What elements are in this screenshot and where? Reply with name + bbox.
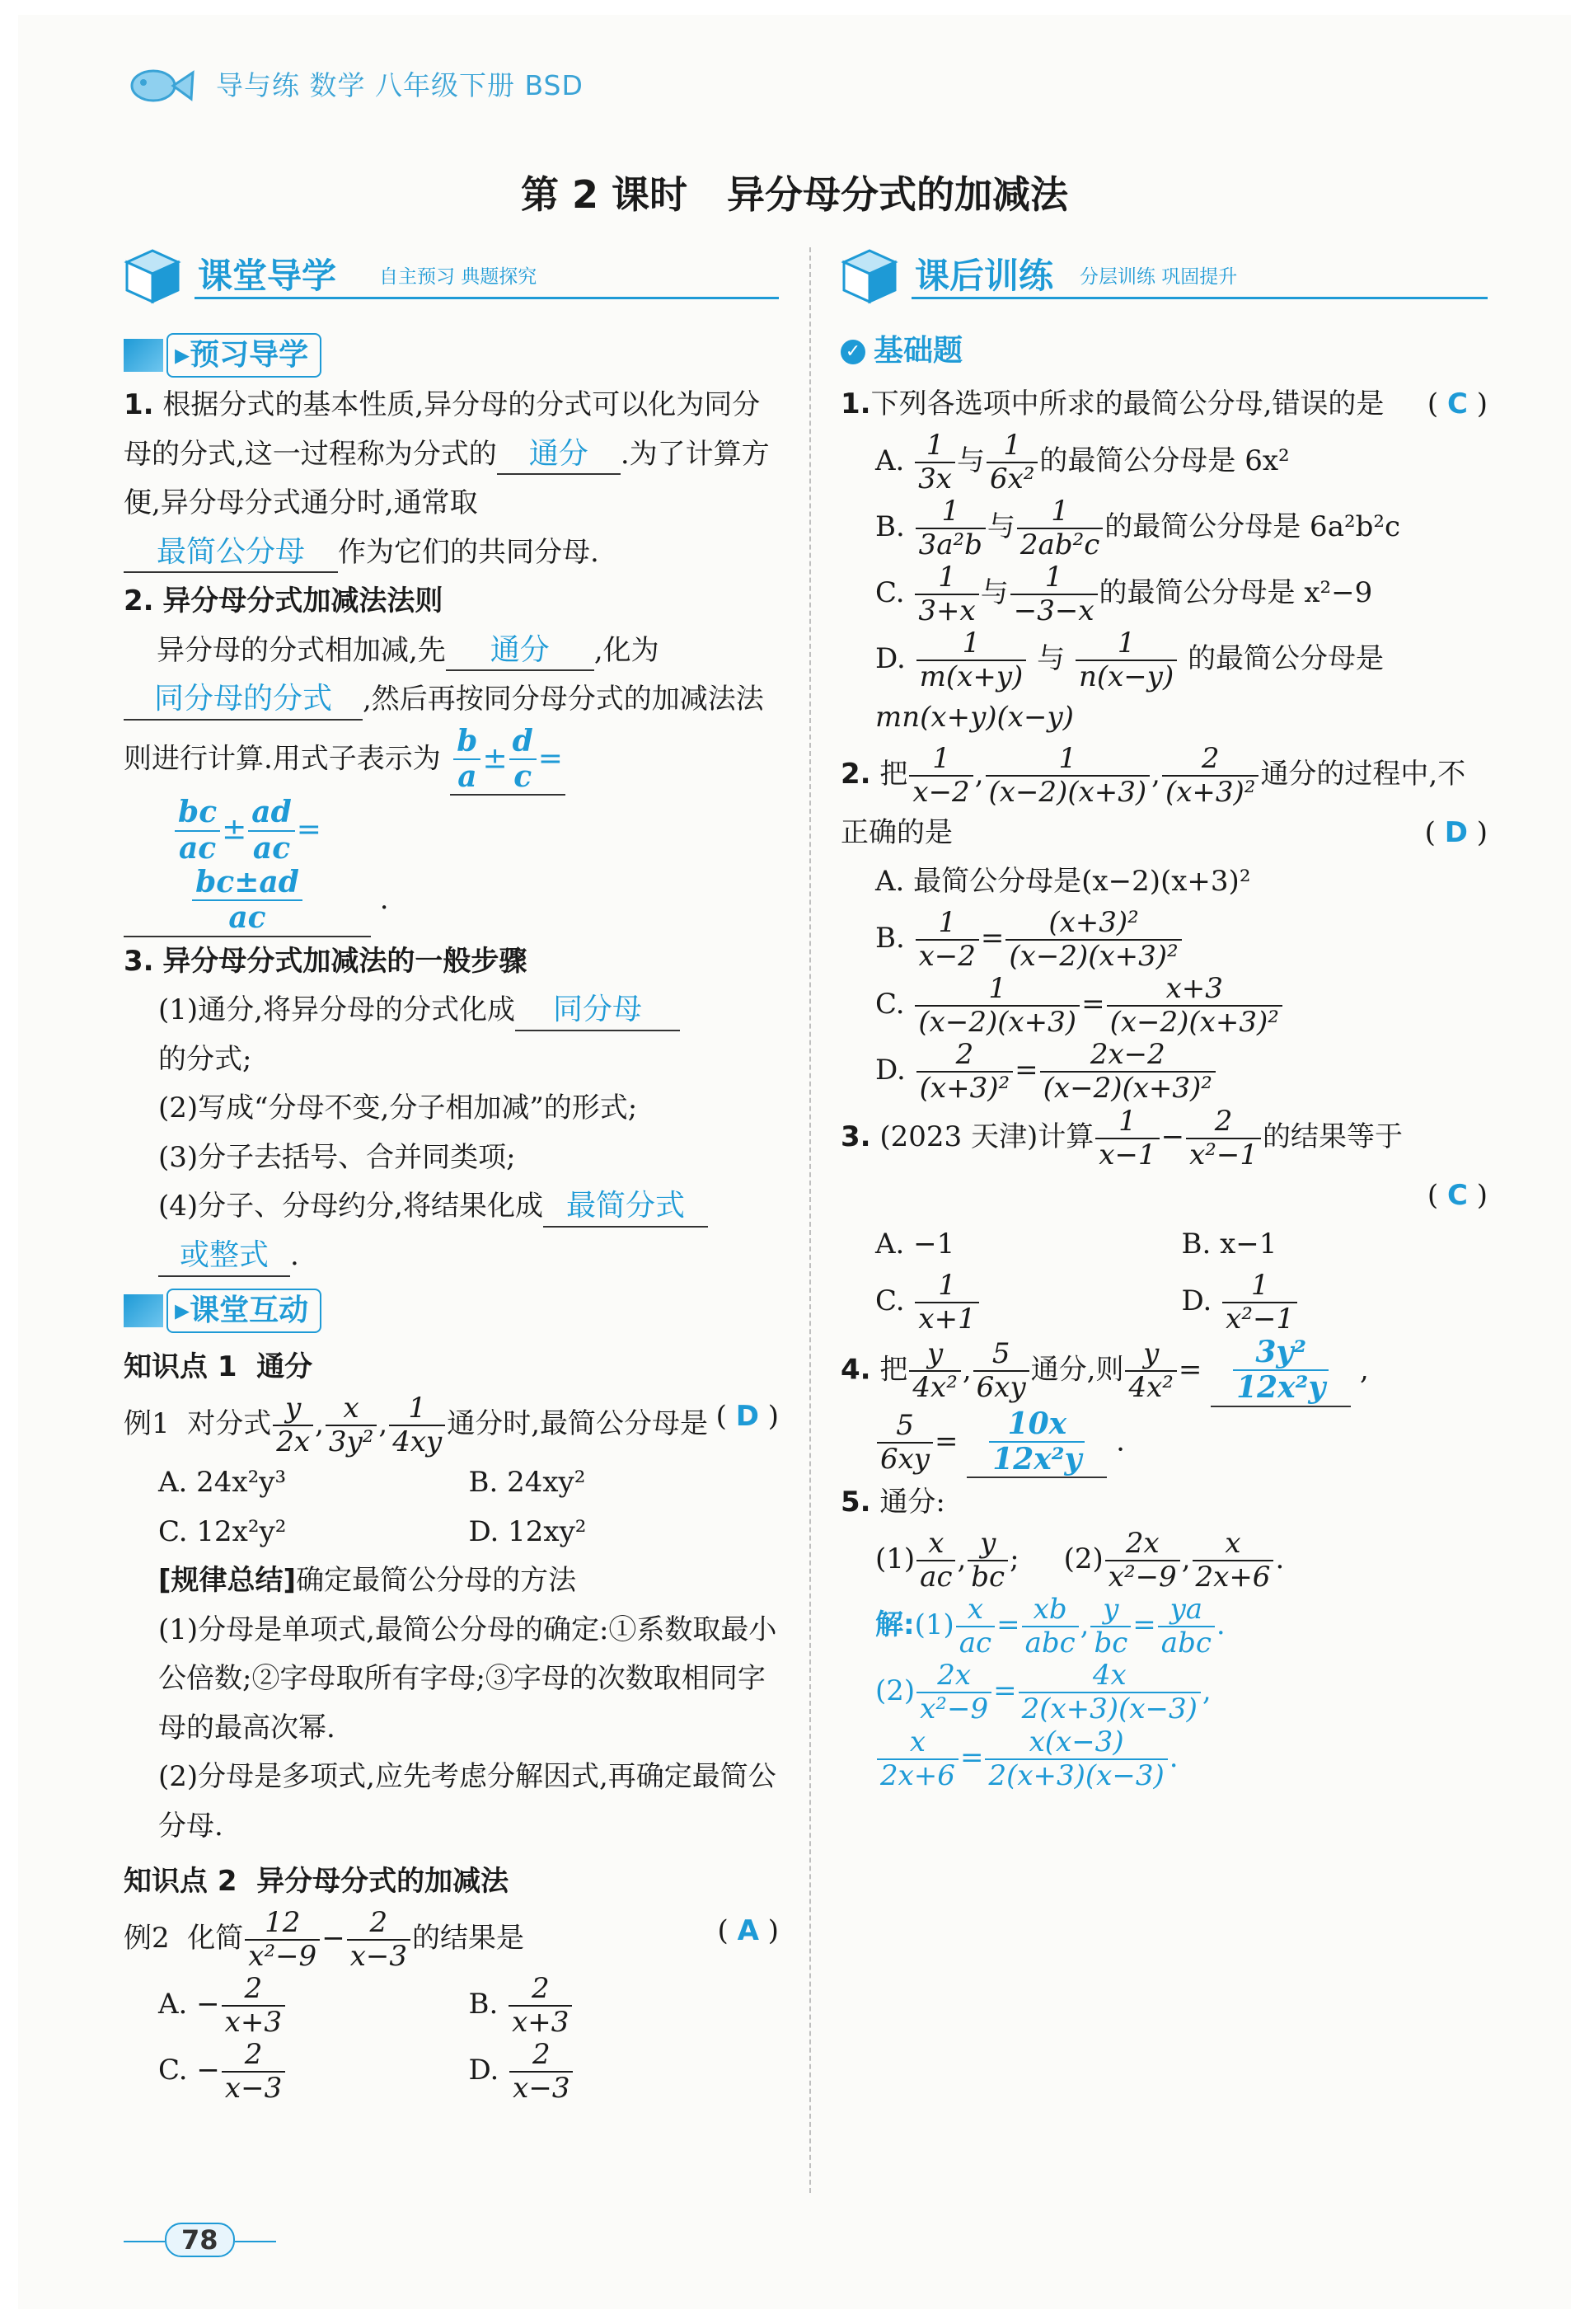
- option-a[interactable]: A. $\frac{1}{3x}$ 与 $\frac{1}{\text{6x²}}$ 的最简公分母是 6x²: [875, 428, 1290, 495]
- formula-blank[interactable]: $\frac{b}{a}$ ± $\frac{d}{c}$ =: [450, 725, 565, 796]
- r-q5-items: (1) $\frac{x}{ac}$ , $\frac{y}{bc}$ ; (2) $\frac{2x}{\text{x²−9}}$ , $\frac{x}{2x+6}$ .: [875, 1526, 1285, 1594]
- answer-blank[interactable]: 同分母: [515, 991, 680, 1031]
- page-number: 78: [124, 2223, 276, 2257]
- page-title: [0, 165, 1589, 219]
- option-a[interactable]: A. 24x²y³: [158, 1466, 287, 1500]
- r-q5: 5. 通分:: [841, 1486, 945, 1519]
- answer-blank[interactable]: 最简分式: [543, 1187, 708, 1228]
- r-q3-options: [841, 1220, 1488, 1336]
- example-2-options: [124, 1973, 779, 2105]
- option-b[interactable]: B. $\frac{2}{x+3}$: [469, 1973, 780, 2039]
- lesson-number: 第 2 课时: [520, 172, 688, 217]
- option-b[interactable]: B. 24xy²: [468, 1466, 586, 1500]
- option-c[interactable]: C. $\frac{1}{(x-2)(x+3)}$ = $\frac{x+3}{\text{(x−2)(x+3)²}}$: [841, 973, 1488, 1039]
- knowledge-point-1: 知识点 1 通分: [124, 1350, 313, 1384]
- column-divider: [809, 247, 811, 2193]
- r-q3: 3. (2023 天津)计算 $\frac{1}{x-1}$ − $\frac{2}{\text{x²−1}}$ 的结果等于 ( C ): [841, 1104, 1488, 1212]
- rule-point-2: (2)分母是多项式,应先考虑分解因式,再确定最简公分母.: [158, 1760, 776, 1843]
- rule-summary: [规律总结]确定最简公分母的方法: [158, 1564, 577, 1598]
- basic-section-heading: ✓ 基础题: [841, 325, 1488, 377]
- r-q4: 4. 把 $\frac{y}{\text{4x²}}$ , $\frac{5}{6xy}$ 通分,则 $\frac{y}{\text{4x²}}$ = $\frac{\text{3y²}}{\text{12x²y}}$ ,: [841, 1336, 1488, 1407]
- answer-choice: A: [737, 1913, 759, 1947]
- option-d[interactable]: D. $\frac{1}{\text{x²−1}}$: [1182, 1270, 1488, 1336]
- lesson-topic: 异分母分式的加减法: [727, 172, 1069, 217]
- answer-blank[interactable]: 同分母的分式: [124, 680, 363, 721]
- r-q5-solution-2: (2) $\frac{2x}{\text{x²−9}}$ = $\frac{4x}{2(x+3)(x-3)}$ ,: [875, 1659, 1212, 1726]
- option-a[interactable]: A. − $\frac{2}{x+3}$: [158, 1973, 469, 2039]
- rule-point-1: (1)分母是单项式,最简公分母的确定:①系数取最小公倍数;②字母取所有字母;③字母的次数取相同字母的最高次幂.: [158, 1613, 777, 1744]
- tag-interact: ▸课堂互动: [124, 1285, 321, 1330]
- answer-choice: D: [735, 1399, 759, 1433]
- option-c[interactable]: C. 12x²y²: [158, 1514, 287, 1548]
- option-d[interactable]: D. 12xy²: [468, 1514, 587, 1548]
- answer-blank[interactable]: $\frac{10x}{\text{12x²y}}$: [967, 1407, 1107, 1479]
- knowledge-point-2: 知识点 2 异分母分式的加减法: [124, 1865, 509, 1899]
- header-text: 导与练 数学 八年级下册 BSD: [216, 69, 584, 101]
- option-c[interactable]: C. $\frac{1}{3+x}$ 与 $\frac{1}{-3-x}$ 的最简公分母是 x²−9: [875, 560, 1373, 627]
- r-q5-solution-3: $\frac{x}{2x+6}$ = $\frac{x(x-3)}{2(x+3)(x-3)}$ .: [841, 1726, 1488, 1792]
- right-column: [841, 239, 1488, 1792]
- answer-blank[interactable]: 或整式: [158, 1237, 290, 1277]
- q2-text: 2. 异分母分式加减法法则 异分母的分式相加减,先 通分 ,化为 同分母的分式 ,然后再按同分母分式的加减法法则进行计算.用式子表示为 $\frac{b}{a}$ ± $\frac{d}{c}$ = $\frac{bc}{ac}$ ± $\frac{ad}{ac}$ = $\frac{bc\pm ad}{ac}$ .: [124, 577, 779, 937]
- option-d[interactable]: D. $\frac{2}{x-3}$: [469, 2039, 780, 2105]
- option-b[interactable]: B. $\frac{1}{x-2}$ = $\frac{\text{(x+3)²}}{\text{(x−2)(x+3)²}}$: [841, 907, 1488, 973]
- answer-choice: C: [1446, 387, 1468, 420]
- section-band-after-class: [841, 239, 1488, 313]
- example-2: 例2 化简 $\frac{12}{\text{x²−9}}$ − $\frac{2}{x-3}$ 的结果是 ( A ): [124, 1905, 779, 1973]
- r-q1: 1.下列各选项中所求的最简公分母,错误的是 ( C ): [841, 387, 1488, 420]
- tag-preview: ▸预习导学: [124, 330, 321, 374]
- q3-step3: (3)分子去括号、合并同类项;: [158, 1140, 516, 1174]
- option-c[interactable]: C. − $\frac{2}{x-3}$: [158, 2039, 469, 2105]
- answer-blank[interactable]: 通分: [497, 435, 621, 476]
- r-q4-part2: $\frac{5}{6xy}$ = $\frac{10x}{\text{12x²y}}$ .: [841, 1407, 1488, 1479]
- q1-text: 1. 根据分式的基本性质,异分母的分式可以化为同分母的分式,这一过程称为分式的 通分 .为了计算方便,异分母分式通分时,通常取 最简公分母 作为它们的共同分母.: [124, 381, 779, 577]
- fish-logo-icon: [122, 59, 196, 109]
- band-title: 课后训练: [915, 256, 1054, 296]
- answer-blank[interactable]: 最简公分母: [124, 533, 338, 574]
- answer-blank[interactable]: $\frac{\text{3y²}}{\text{12x²y}}$: [1211, 1336, 1351, 1407]
- formula-blank[interactable]: $\frac{bc}{ac}$ ± $\frac{ad}{ac}$ = $\frac{bc\pm ad}{ac}$: [124, 796, 371, 937]
- option-a[interactable]: A. 最简公分母是(x−2)(x+3)²: [875, 865, 1251, 899]
- option-a[interactable]: A. −1: [875, 1228, 955, 1261]
- example-1-options: [124, 1458, 779, 1556]
- option-d[interactable]: D. $\frac{2}{\text{(x+3)²}}$ = $\frac{2x-2}{\text{(x−2)(x+3)²}}$: [841, 1039, 1488, 1105]
- band-subtitle: 自主预习 典题探究: [379, 266, 537, 288]
- band-title: 课堂导学: [198, 256, 337, 296]
- cube-icon: [124, 247, 181, 305]
- q3-text: 3. 异分母分式加减法的一般步骤: [124, 944, 527, 978]
- option-b[interactable]: B. $\frac{1}{\text{3a²b}}$ 与 $\frac{1}{\text{2ab²c}}$ 的最简公分母是 6a²b²c: [875, 494, 1401, 561]
- option-c[interactable]: C. $\frac{1}{x+1}$: [875, 1270, 1182, 1336]
- cube-icon: [841, 247, 898, 305]
- option-b[interactable]: B. x−1: [1181, 1228, 1277, 1261]
- answer-blank[interactable]: 通分: [446, 631, 594, 672]
- band-subtitle: 分层训练 巩固提升: [1080, 266, 1238, 288]
- section-band-classroom: [124, 239, 779, 313]
- option-d[interactable]: D. $\frac{1}{m(x+y)}$ 与 $\frac{1}{n(x-y)}$ 的最简公分母是 mn(x+y)(x−y): [875, 627, 1385, 735]
- q3-step4: (4)分子、分母约分,将结果化成 最简分式 或整式 .: [124, 1182, 779, 1280]
- r-q2: 2. 把 $\frac{1}{x-2}$ , $\frac{1}{(x-2)(x+3)}$ , $\frac{2}{\text{(x+3)²}}$ 通分的过程中,不正确的是 ( D ): [841, 741, 1488, 849]
- answer-choice: C: [1446, 1178, 1468, 1212]
- r-q5-solution-1: 解:(1) $\frac{x}{ac}$ = $\frac{xb}{\text{abc}}$ , $\frac{y}{bc}$ = $\frac{ya}{\text{abc}}$ .: [875, 1593, 1226, 1660]
- q3-step1: (1)通分,将异分母的分式化成 同分母 的分式;: [124, 986, 779, 1084]
- example-1: 例1 对分式 $\frac{y}{2x}$ , $\frac{x}{\text{3y²}}$ , $\frac{1}{4xy}$ 通分时,最简公分母是 ( D ): [124, 1391, 779, 1458]
- check-icon: ✓: [841, 340, 865, 364]
- left-column: [124, 239, 779, 2105]
- answer-choice: D: [1444, 815, 1468, 849]
- q3-step2: (2)写成“分母不变,分子相加减”的形式;: [158, 1092, 638, 1125]
